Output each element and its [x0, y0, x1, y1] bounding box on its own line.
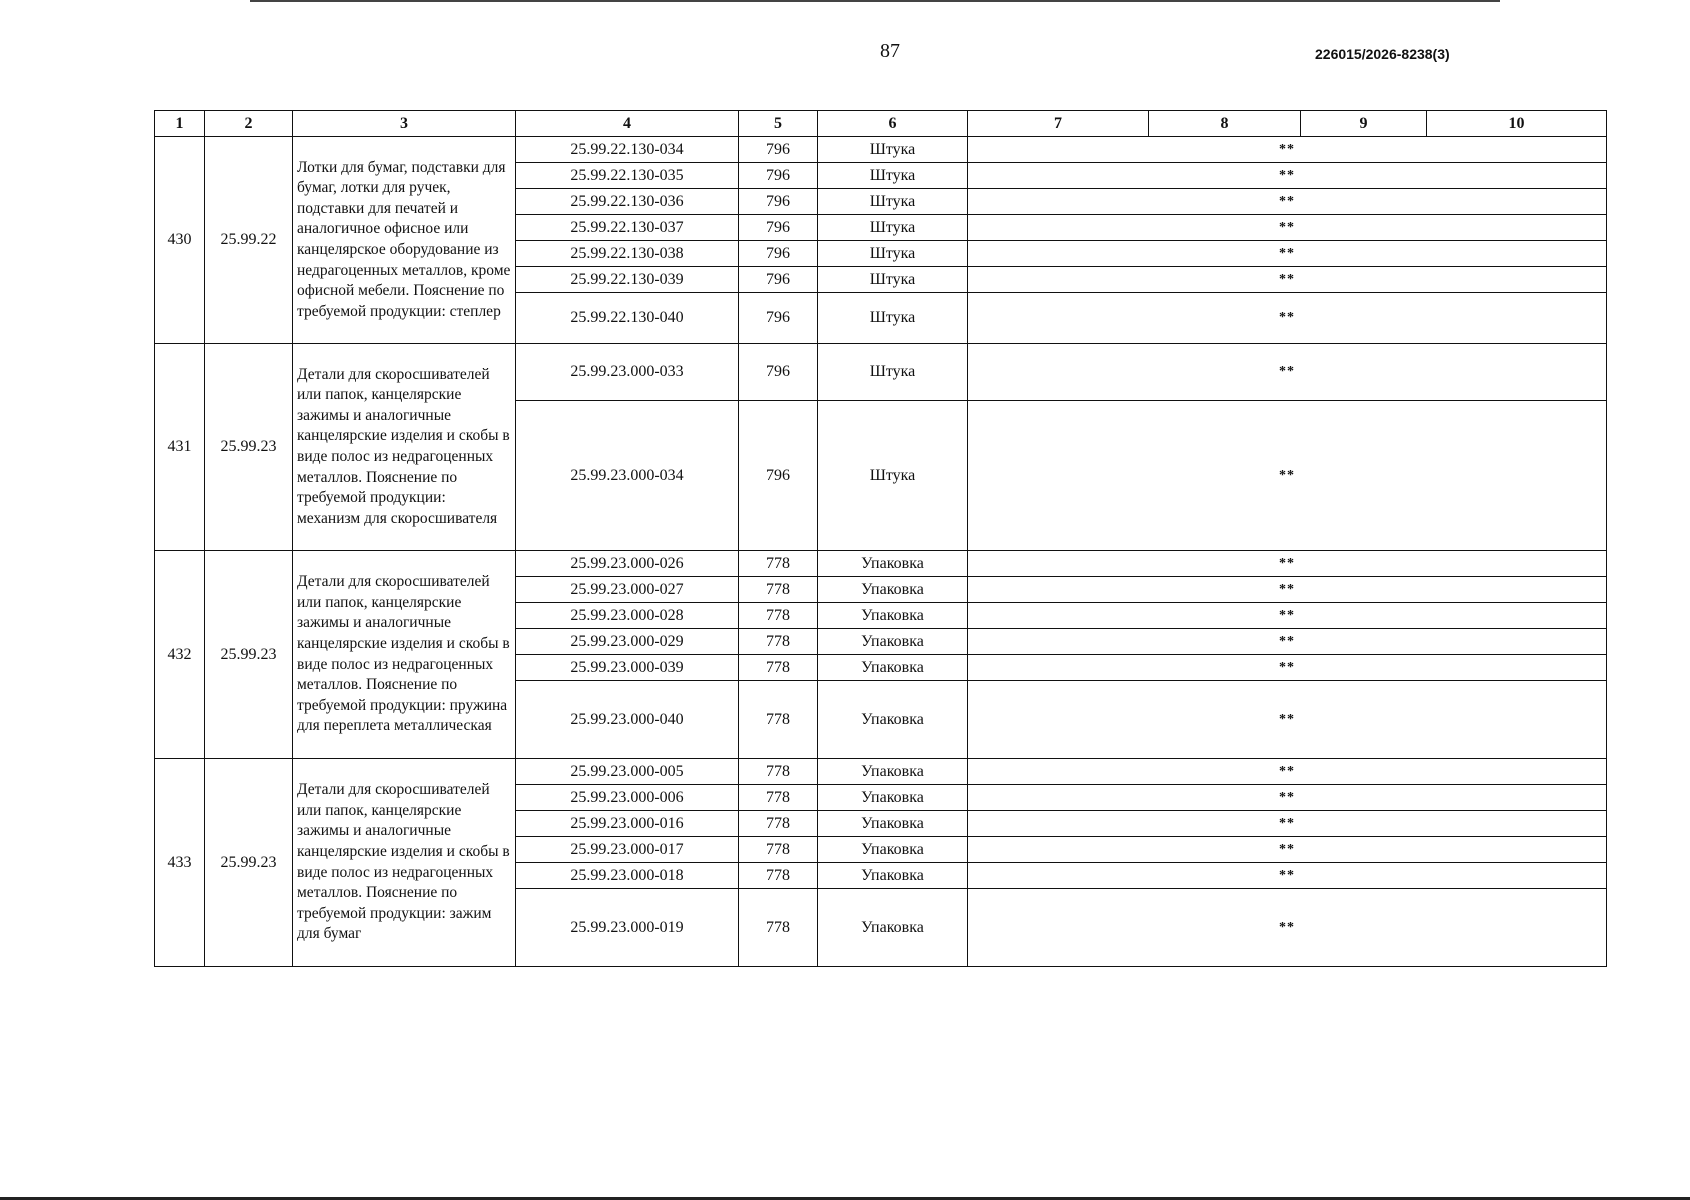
- row-number: 431: [155, 344, 205, 551]
- unit-name: Упаковка: [818, 551, 968, 577]
- ktru-code: 25.99.23.000-018: [516, 863, 739, 889]
- footnote-mark: **: [968, 655, 1607, 681]
- row-number: 433: [155, 759, 205, 967]
- okei-code: 778: [739, 759, 818, 785]
- ktru-code: 25.99.22.130-039: [516, 267, 739, 293]
- footnote-mark: **: [968, 629, 1607, 655]
- ktru-code: 25.99.22.130-040: [516, 293, 739, 344]
- okei-code: 778: [739, 681, 818, 759]
- okei-code: 796: [739, 401, 818, 551]
- ktru-code: 25.99.23.000-027: [516, 577, 739, 603]
- unit-name: Штука: [818, 344, 968, 401]
- footnote-mark: **: [968, 681, 1607, 759]
- okei-code: 778: [739, 889, 818, 967]
- ktru-code: 25.99.23.000-005: [516, 759, 739, 785]
- footnote-mark: **: [968, 401, 1607, 551]
- ktru-code: 25.99.23.000-033: [516, 344, 739, 401]
- okpd-code: 25.99.22: [205, 137, 293, 344]
- okei-code: 796: [739, 267, 818, 293]
- footnote-mark: **: [968, 759, 1607, 785]
- footnote-mark: **: [968, 137, 1607, 163]
- unit-name: Штука: [818, 241, 968, 267]
- ktru-code: 25.99.23.000-039: [516, 655, 739, 681]
- okei-code: 796: [739, 241, 818, 267]
- unit-name: Штука: [818, 401, 968, 551]
- column-header: 4: [516, 111, 739, 137]
- column-header: 6: [818, 111, 968, 137]
- ktru-code: 25.99.23.000-034: [516, 401, 739, 551]
- footnote-mark: **: [968, 293, 1607, 344]
- okei-code: 796: [739, 137, 818, 163]
- ktru-code: 25.99.22.130-038: [516, 241, 739, 267]
- footnote-mark: **: [968, 215, 1607, 241]
- column-header: 1: [155, 111, 205, 137]
- ktru-code: 25.99.23.000-006: [516, 785, 739, 811]
- unit-name: Штука: [818, 293, 968, 344]
- unit-name: Упаковка: [818, 603, 968, 629]
- table-row: [155, 137, 1607, 163]
- ktru-code: 25.99.23.000-016: [516, 811, 739, 837]
- product-description: Детали для скоросшивателей или папок, канцелярские зажимы и аналогичные канцелярские изделия и скобы в виде полос из недрагоценных металлов. Пояснение по требуемой продукции: пружина для переплета металлическая: [293, 551, 516, 759]
- column-header: 9: [1301, 111, 1427, 137]
- footnote-mark: **: [968, 889, 1607, 967]
- footnote-mark: **: [968, 863, 1607, 889]
- okpd-code: 25.99.23: [205, 759, 293, 967]
- footnote-mark: **: [968, 837, 1607, 863]
- okei-code: 778: [739, 655, 818, 681]
- column-header: 8: [1149, 111, 1301, 137]
- ktru-code: 25.99.22.130-035: [516, 163, 739, 189]
- okei-code: 778: [739, 629, 818, 655]
- okpd-code: 25.99.23: [205, 344, 293, 551]
- footnote-mark: **: [968, 241, 1607, 267]
- table-row: [155, 344, 1607, 401]
- header-row: [155, 111, 1607, 137]
- product-description: Детали для скоросшивателей или папок, канцелярские зажимы и аналогичные канцелярские изделия и скобы в виде полос из недрагоценных металлов. Пояснение по требуемой продукции: зажим для бумаг: [293, 759, 516, 967]
- table-row: [155, 759, 1607, 785]
- ktru-code: 25.99.23.000-019: [516, 889, 739, 967]
- ktru-code: 25.99.23.000-028: [516, 603, 739, 629]
- unit-name: Упаковка: [818, 577, 968, 603]
- product-description: Лотки для бумаг, подставки для бумаг, лотки для ручек, подставки для печатей и аналогичное офисное или канцелярское оборудование из недрагоценных металлов, кроме офисной мебели. Пояснение по требуемой продукции: степлер: [293, 137, 516, 344]
- okpd-code: 25.99.23: [205, 551, 293, 759]
- footnote-mark: **: [968, 785, 1607, 811]
- footnote-mark: **: [968, 811, 1607, 837]
- page-number: 87: [880, 40, 900, 62]
- footnote-mark: **: [968, 344, 1607, 401]
- row-number: 430: [155, 137, 205, 344]
- okei-code: 796: [739, 293, 818, 344]
- document-reference: 226015/2026-8238(3): [1315, 46, 1450, 62]
- okei-code: 778: [739, 837, 818, 863]
- unit-name: Упаковка: [818, 811, 968, 837]
- okei-code: 778: [739, 551, 818, 577]
- footnote-mark: **: [968, 163, 1607, 189]
- unit-name: Штука: [818, 137, 968, 163]
- unit-name: Упаковка: [818, 785, 968, 811]
- ktru-code: 25.99.23.000-017: [516, 837, 739, 863]
- unit-name: Упаковка: [818, 863, 968, 889]
- unit-name: Упаковка: [818, 655, 968, 681]
- footnote-mark: **: [968, 267, 1607, 293]
- ktru-code: 25.99.23.000-026: [516, 551, 739, 577]
- okei-code: 796: [739, 189, 818, 215]
- column-header: 10: [1427, 111, 1607, 137]
- ktru-code: 25.99.22.130-036: [516, 189, 739, 215]
- unit-name: Упаковка: [818, 629, 968, 655]
- okei-code: 778: [739, 785, 818, 811]
- column-header: 2: [205, 111, 293, 137]
- column-header: 5: [739, 111, 818, 137]
- unit-name: Упаковка: [818, 837, 968, 863]
- unit-name: Упаковка: [818, 889, 968, 967]
- products-table: [154, 110, 1607, 967]
- top-rule: [250, 0, 1500, 2]
- okei-code: 796: [739, 163, 818, 189]
- ktru-code: 25.99.23.000-040: [516, 681, 739, 759]
- okei-code: 778: [739, 603, 818, 629]
- column-header: 7: [968, 111, 1149, 137]
- okei-code: 778: [739, 811, 818, 837]
- okei-code: 796: [739, 215, 818, 241]
- footnote-mark: **: [968, 577, 1607, 603]
- unit-name: Упаковка: [818, 759, 968, 785]
- footnote-mark: **: [968, 603, 1607, 629]
- column-header: 3: [293, 111, 516, 137]
- unit-name: Штука: [818, 189, 968, 215]
- unit-name: Штука: [818, 163, 968, 189]
- okei-code: 778: [739, 577, 818, 603]
- unit-name: Штука: [818, 215, 968, 241]
- okei-code: 796: [739, 344, 818, 401]
- ktru-code: 25.99.23.000-029: [516, 629, 739, 655]
- ktru-code: 25.99.22.130-034: [516, 137, 739, 163]
- row-number: 432: [155, 551, 205, 759]
- product-description: Детали для скоросшивателей или папок, канцелярские зажимы и аналогичные канцелярские изделия и скобы в виде полос из недрагоценных металлов. Пояснение по требуемой продукции: механизм для скоросшивателя: [293, 344, 516, 551]
- ktru-code: 25.99.22.130-037: [516, 215, 739, 241]
- unit-name: Упаковка: [818, 681, 968, 759]
- footnote-mark: **: [968, 189, 1607, 215]
- okei-code: 778: [739, 863, 818, 889]
- footnote-mark: **: [968, 551, 1607, 577]
- table-row: [155, 551, 1607, 577]
- unit-name: Штука: [818, 267, 968, 293]
